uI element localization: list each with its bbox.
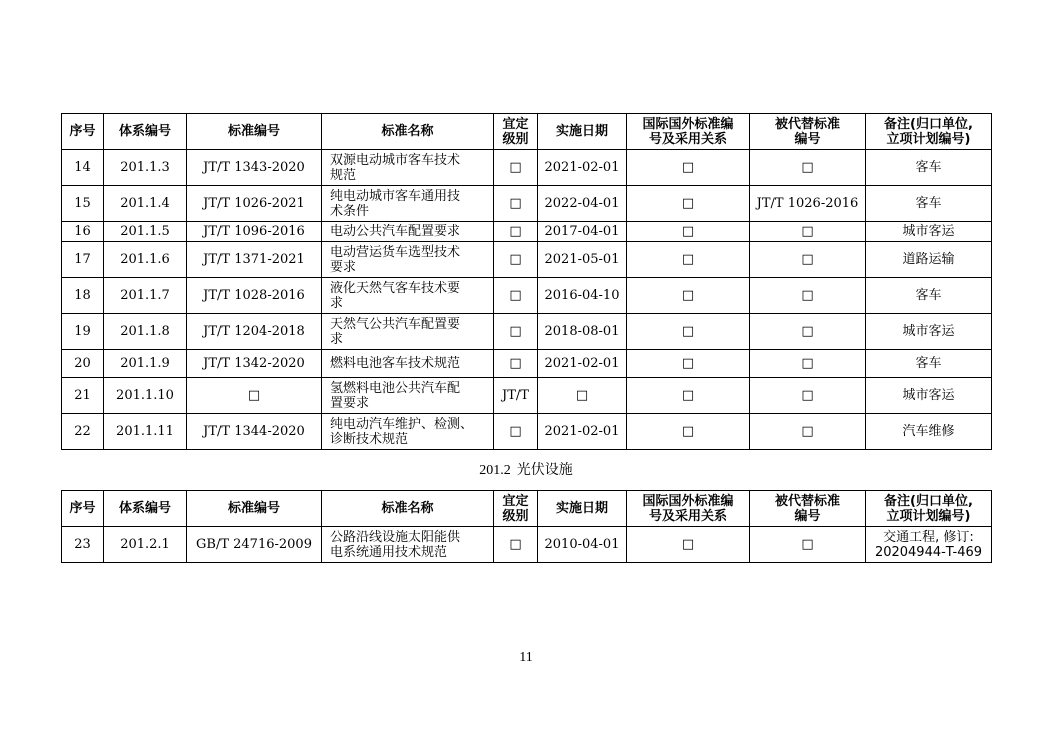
standards-table-201-1 [61,113,992,450]
cell-replaced-standard: □ [750,278,866,314]
cell-effective-date: 2021-02-01 [538,150,627,186]
cell-effective-date: 2018-08-01 [538,314,627,350]
cell-remarks: 客车 [866,350,992,378]
cell-standard-name: 燃料电池客车技术规范 [322,350,494,378]
cell-intl-standard: □ [627,350,750,378]
cell-remarks: 客车 [866,186,992,222]
cell-intl-standard: □ [627,186,750,222]
cell-replaced-standard: □ [750,222,866,242]
cell-seq: 23 [62,527,104,563]
cell-standard-code: □ [187,378,322,414]
table-row [62,527,992,563]
cell-seq: 18 [62,278,104,314]
cell-standard-code: JT/T 1342-2020 [187,350,322,378]
cell-replaced-standard: □ [750,242,866,278]
header-intl-standard: 国际国外标准编 号及采用关系 [627,491,750,527]
header-system-code: 体系编号 [104,491,187,527]
cell-intl-standard: □ [627,378,750,414]
cell-remarks: 交通工程, 修订: 20204944-T-469 [866,527,992,563]
header-level: 宜定 级别 [494,491,538,527]
cell-level: □ [494,527,538,563]
header-seq: 序号 [62,491,104,527]
cell-replaced-standard: □ [750,378,866,414]
table-row [62,186,992,222]
standards-table-201-2 [61,490,992,563]
cell-effective-date: 2021-02-01 [538,350,627,378]
page-number: 11 [519,650,533,665]
table-row [62,314,992,350]
cell-intl-standard: □ [627,414,750,450]
cell-system-code: 201.1.6 [104,242,187,278]
cell-effective-date: 2021-02-01 [538,414,627,450]
table-row [62,350,992,378]
cell-standard-code: JT/T 1026-2021 [187,186,322,222]
table-header-row [62,491,992,527]
cell-replaced-standard: JT/T 1026-2016 [750,186,866,222]
header-standard-code: 标准编号 [187,114,322,150]
cell-remarks: 客车 [866,278,992,314]
cell-remarks: 道路运输 [866,242,992,278]
cell-system-code: 201.1.5 [104,222,187,242]
table-row [62,150,992,186]
cell-system-code: 201.2.1 [104,527,187,563]
cell-intl-standard: □ [627,278,750,314]
cell-replaced-standard: □ [750,314,866,350]
header-remarks: 备注(归口单位, 立项计划编号) [866,491,992,527]
header-system-code: 体系编号 [104,114,187,150]
cell-standard-code: JT/T 1343-2020 [187,150,322,186]
cell-seq: 19 [62,314,104,350]
cell-level: □ [494,414,538,450]
cell-level: □ [494,314,538,350]
header-standard-name: 标准名称 [322,114,494,150]
cell-seq: 22 [62,414,104,450]
header-replaced-standard: 被代替标准 编号 [750,491,866,527]
cell-replaced-standard: □ [750,414,866,450]
header-effective-date: 实施日期 [538,114,627,150]
cell-standard-name: 液化天然气客车技术要 求 [322,278,494,314]
cell-standard-code: JT/T 1096-2016 [187,222,322,242]
cell-standard-name: 纯电动汽车维护、检测、 诊断技术规范 [322,414,494,450]
cell-effective-date: 2021-05-01 [538,242,627,278]
cell-seq: 15 [62,186,104,222]
cell-intl-standard: □ [627,527,750,563]
header-intl-standard: 国际国外标准编 号及采用关系 [627,114,750,150]
cell-system-code: 201.1.9 [104,350,187,378]
table-row [62,242,992,278]
cell-standard-code: JT/T 1028-2016 [187,278,322,314]
cell-system-code: 201.1.8 [104,314,187,350]
section-heading [0,459,1052,479]
cell-seq: 14 [62,150,104,186]
cell-standard-name: 双源电动城市客车技术 规范 [322,150,494,186]
cell-effective-date: 2022-04-01 [538,186,627,222]
cell-level: □ [494,186,538,222]
cell-standard-name: 氢燃料电池公共汽车配 置要求 [322,378,494,414]
cell-system-code: 201.1.11 [104,414,187,450]
table-row [62,414,992,450]
cell-seq: 21 [62,378,104,414]
cell-intl-standard: □ [627,314,750,350]
header-remarks: 备注(归口单位, 立项计划编号) [866,114,992,150]
table-row [62,222,992,242]
cell-system-code: 201.1.3 [104,150,187,186]
header-seq: 序号 [62,114,104,150]
cell-standard-code: GB/T 24716-2009 [187,527,322,563]
cell-effective-date: 2016-04-10 [538,278,627,314]
section-number: 201.2 [479,463,511,478]
cell-level: □ [494,350,538,378]
table-header-row [62,114,992,150]
header-standard-name: 标准名称 [322,491,494,527]
cell-system-code: 201.1.7 [104,278,187,314]
cell-standard-name: 天然气公共汽车配置要 求 [322,314,494,350]
cell-level: □ [494,278,538,314]
cell-standard-code: JT/T 1371-2021 [187,242,322,278]
header-effective-date: 实施日期 [538,491,627,527]
cell-replaced-standard: □ [750,527,866,563]
cell-remarks: 客车 [866,150,992,186]
section-title: 光伏设施 [516,462,573,478]
cell-replaced-standard: □ [750,150,866,186]
cell-seq: 17 [62,242,104,278]
cell-system-code: 201.1.10 [104,378,187,414]
cell-standard-name: 纯电动城市客车通用技 术条件 [322,186,494,222]
cell-remarks: 城市客运 [866,314,992,350]
cell-replaced-standard: □ [750,350,866,378]
cell-seq: 20 [62,350,104,378]
cell-remarks: 城市客运 [866,378,992,414]
cell-remarks: 汽车维修 [866,414,992,450]
cell-standard-name: 电动公共汽车配置要求 [322,222,494,242]
header-level: 宜定 级别 [494,114,538,150]
cell-effective-date: 2017-04-01 [538,222,627,242]
cell-intl-standard: □ [627,150,750,186]
cell-system-code: 201.1.4 [104,186,187,222]
table-row [62,378,992,414]
cell-standard-code: JT/T 1204-2018 [187,314,322,350]
cell-seq: 16 [62,222,104,242]
cell-level: □ [494,222,538,242]
cell-remarks: 城市客运 [866,222,992,242]
cell-effective-date: 2010-04-01 [538,527,627,563]
cell-standard-name: 公路沿线设施太阳能供 电系统通用技术规范 [322,527,494,563]
header-replaced-standard: 被代替标准 编号 [750,114,866,150]
cell-level: □ [494,242,538,278]
cell-intl-standard: □ [627,242,750,278]
cell-standard-name: 电动营运货车选型技术 要求 [322,242,494,278]
cell-level: □ [494,150,538,186]
cell-intl-standard: □ [627,222,750,242]
table-row [62,278,992,314]
cell-standard-code: JT/T 1344-2020 [187,414,322,450]
cell-effective-date: □ [538,378,627,414]
header-standard-code: 标准编号 [187,491,322,527]
cell-level: JT/T [494,378,538,414]
